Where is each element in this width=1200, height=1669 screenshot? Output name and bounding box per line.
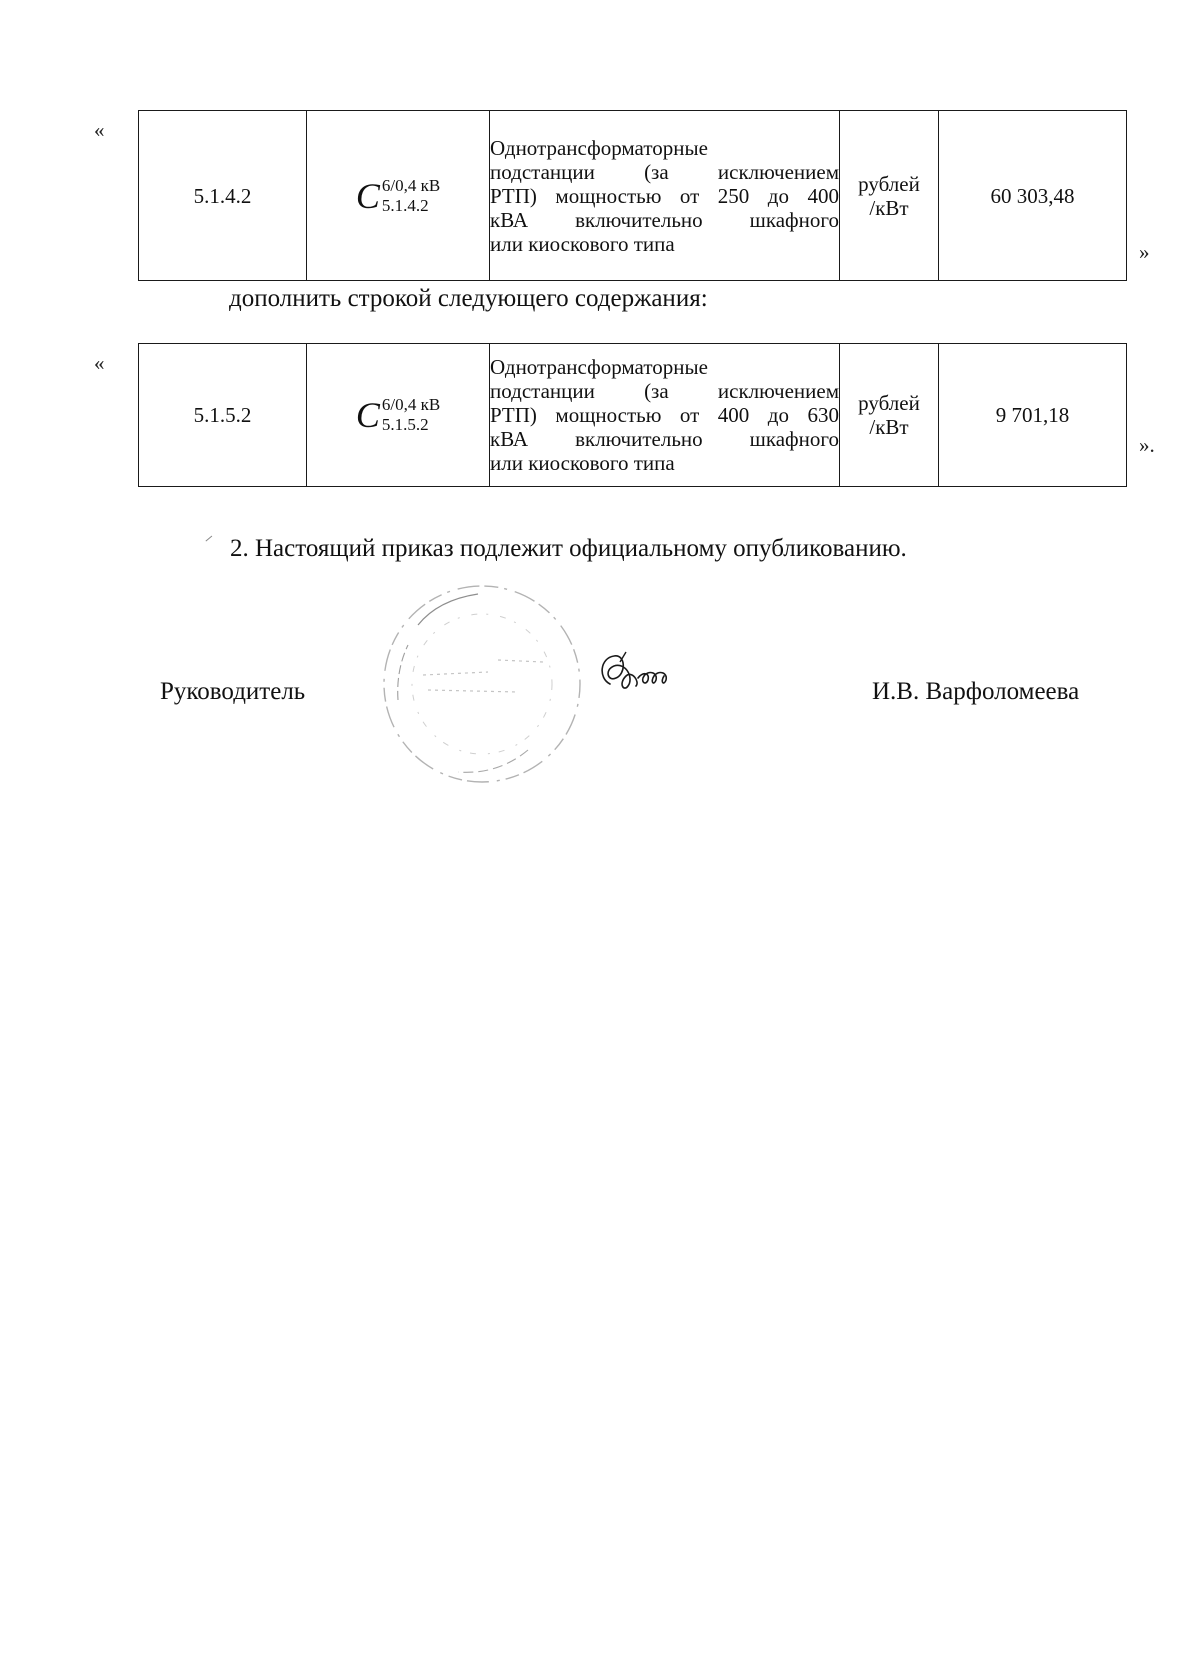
symbol-superscript: 6/0,4 кВ — [381, 395, 441, 414]
description-line: кВА включительно шкафного — [490, 207, 839, 232]
description-line: кВА включительно шкафного — [490, 427, 839, 451]
table-row — [139, 344, 1127, 487]
signatory-name: И.В. Варфоломеева — [872, 678, 1080, 705]
table-row — [139, 111, 1127, 281]
item-code-cell: 5.1.5.2 — [139, 344, 307, 487]
scan-mark — [205, 536, 212, 542]
symbol-subscript: 5.1.4.2 — [381, 195, 429, 215]
supplement-text: дополнить строкой следующего содержания: — [229, 285, 708, 312]
description-cell — [490, 344, 840, 487]
unit-line: рублей — [858, 171, 920, 196]
closing-quote-row-1: » — [1139, 240, 1150, 264]
rate-value-cell: 9 701,18 — [939, 344, 1127, 487]
tariff-table-row-1 — [138, 110, 1127, 281]
description-line: или киоскового типа — [490, 451, 675, 475]
closing-quote-row-2: ». — [1139, 433, 1155, 457]
symbol-superscript: 6/0,4 кВ — [381, 175, 441, 195]
description-line: РТП) мощностью от 250 до 400 — [490, 183, 839, 208]
symbol-letter: C — [355, 395, 380, 435]
symbol-letter: C — [355, 175, 380, 216]
paragraph-2: 2. Настоящий приказ подлежит официальному опубликованию. — [230, 535, 907, 562]
symbol-subscript: 5.1.5.2 — [381, 415, 429, 434]
unit-cell — [840, 111, 939, 281]
unit-line: /кВт — [869, 415, 909, 439]
opening-quote-row-1: « — [94, 118, 105, 142]
description-line: Однотрансформаторные — [490, 135, 708, 160]
description-line: подстанции (за исключением — [490, 379, 839, 403]
tariff-symbol-cell — [307, 111, 490, 281]
tariff-symbol — [355, 175, 441, 216]
rate-value-cell: 60 303,48 — [939, 111, 1127, 281]
opening-quote-row-2: « — [94, 351, 105, 375]
signature-icon — [596, 648, 682, 698]
tariff-symbol-cell — [307, 344, 490, 487]
description-line: или киоскового типа — [490, 231, 675, 256]
description-cell — [490, 111, 840, 281]
description-line: Однотрансформаторные — [490, 355, 708, 379]
unit-cell — [840, 344, 939, 487]
unit-line: /кВт — [869, 195, 909, 220]
stamp-icon — [378, 580, 588, 790]
description-line: подстанции (за исключением — [490, 159, 839, 184]
description-line: РТП) мощностью от 400 до 630 — [490, 403, 839, 427]
unit-line: рублей — [858, 391, 920, 415]
item-code-cell: 5.1.4.2 — [139, 111, 307, 281]
signatory-position: Руководитель — [160, 678, 306, 705]
tariff-symbol — [356, 397, 440, 433]
tariff-table-row-2 — [138, 343, 1127, 487]
